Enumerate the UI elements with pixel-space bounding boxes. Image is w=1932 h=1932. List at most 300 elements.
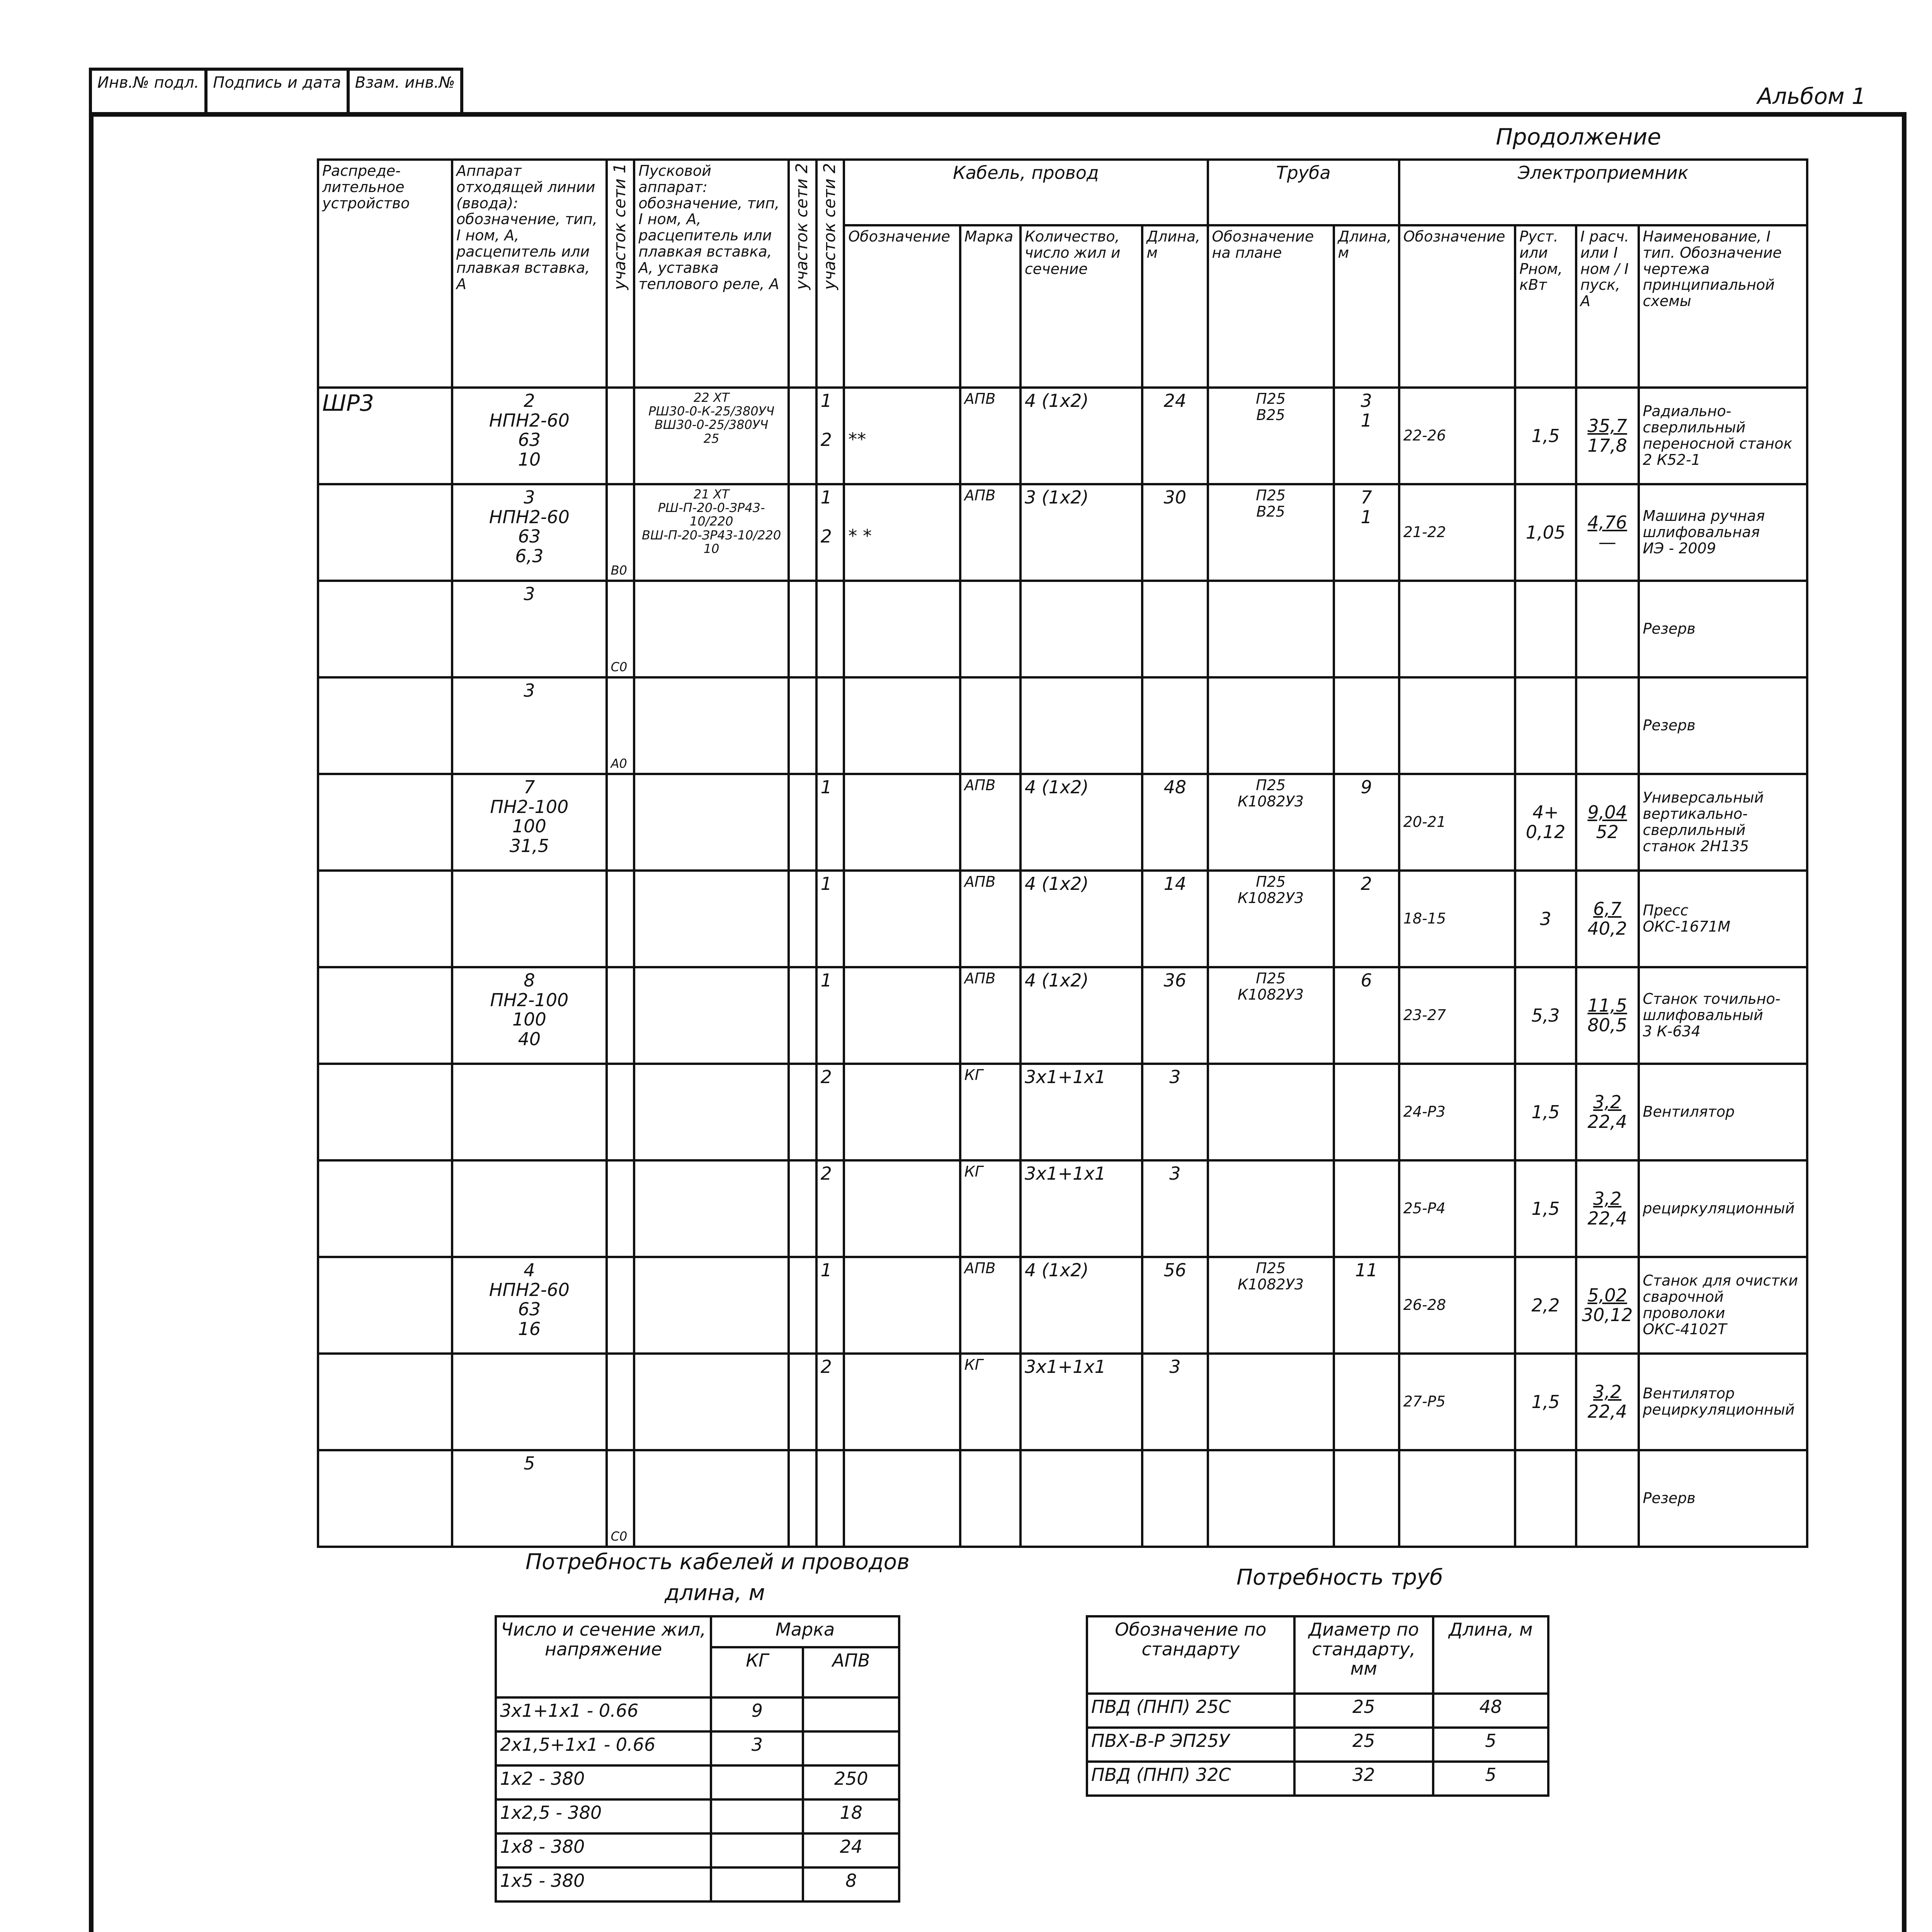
- apparatus-line: НПН2-60: [489, 506, 570, 527]
- table-row: [496, 1731, 899, 1765]
- receiver-name-line: Машина ручная шлифовальная: [1643, 507, 1765, 541]
- cable-apv-cell: [803, 1697, 899, 1731]
- cable-apv-cell: 18: [803, 1799, 899, 1833]
- receiver-current-cell: [1576, 581, 1639, 677]
- current-line: 22,4: [1587, 1208, 1627, 1229]
- pipe-diam-cell: 32: [1294, 1762, 1433, 1796]
- section1-cell: [607, 1354, 634, 1450]
- pipe-desig-line: П25: [1256, 390, 1286, 407]
- cable-count-cell: 3х1+1х1: [1020, 1064, 1142, 1160]
- pipe-diam-cell: 25: [1294, 1694, 1433, 1728]
- apparatus-line: 31,5: [509, 835, 549, 856]
- sub-section-1: 2: [820, 1163, 832, 1184]
- cable-apv-cell: 8: [803, 1867, 899, 1901]
- apparatus-line: 2: [524, 390, 535, 411]
- receiver-desig-cell: 25-Р4: [1399, 1160, 1515, 1257]
- starter-cell: [634, 774, 789, 871]
- device-cell: [318, 1450, 452, 1547]
- stamp-sign-label: Подпись и дата: [207, 71, 349, 115]
- starter-line: ВШ30-0-25/380УЧ: [654, 417, 769, 432]
- sub-section-cell: [816, 388, 844, 484]
- cable-mark-cell: АПВ: [960, 871, 1020, 967]
- current-line: 11,5: [1587, 995, 1627, 1016]
- hdr-recv-power: Руст. или Рном, кВт: [1515, 225, 1576, 388]
- hdr-pipe-len: Длина, м: [1334, 225, 1399, 388]
- sub-section-1: 1: [820, 487, 832, 508]
- apparatus-cell: [452, 1160, 607, 1257]
- apparatus-cell: [452, 967, 607, 1064]
- cable-length-cell: 48: [1142, 774, 1208, 871]
- receiver-power-cell: 1,5: [1515, 1160, 1576, 1257]
- pipe-len-cell: 5: [1433, 1728, 1548, 1762]
- cable-length-cell: [1142, 677, 1208, 774]
- receiver-name-line: Радиально-сверлильный переносной станок: [1643, 403, 1793, 452]
- pipe-desig-cell: [1208, 1354, 1334, 1450]
- cable-length-cell: 24: [1142, 388, 1208, 484]
- section1-cell: [607, 1257, 634, 1354]
- cable-mark-cell: АПВ: [960, 1257, 1020, 1354]
- apparatus-line: 3: [524, 487, 535, 508]
- receiver-name-line: Пресс: [1643, 902, 1689, 919]
- section2-cell: [789, 871, 816, 967]
- apparatus-cell: [452, 1450, 607, 1547]
- receiver-name-cell: [1639, 1064, 1808, 1160]
- cable-length-cell: 3: [1142, 1354, 1208, 1450]
- apparatus-line: 3: [524, 583, 535, 604]
- cable-count-cell: [1020, 677, 1142, 774]
- receiver-current-cell: [1576, 871, 1639, 967]
- receiver-current-cell: [1576, 774, 1639, 871]
- pipe-desig-cell: [1208, 871, 1334, 967]
- receiver-name-cell: [1639, 1450, 1808, 1547]
- apparatus-line: ПН2-100: [490, 796, 569, 817]
- cable-length-cell: 3: [1142, 1160, 1208, 1257]
- receiver-name-line: Станок точильно-шлифовальный: [1643, 990, 1781, 1024]
- receiver-name-line: Вентилятор рециркуляционный: [1643, 1385, 1795, 1418]
- table-row: [1087, 1728, 1548, 1762]
- section2-cell: [789, 967, 816, 1064]
- cable-spec-cell: 1х2 - 380: [496, 1765, 711, 1799]
- section1-cell: [607, 1064, 634, 1160]
- pipe-length-cell: [1334, 484, 1399, 581]
- table-row: [496, 1867, 899, 1901]
- apparatus-cell: [452, 1257, 607, 1354]
- pipe-desig-line: П25: [1256, 970, 1286, 987]
- cable-kg-cell: [711, 1867, 803, 1901]
- pipe-desig-line: К1082У3: [1238, 889, 1304, 906]
- cables-head-apv: АПВ: [803, 1647, 899, 1697]
- receiver-name-cell: [1639, 677, 1808, 774]
- sub-section-cell: [816, 1354, 844, 1450]
- pipe-diam-cell: 25: [1294, 1728, 1433, 1762]
- receiver-name-line: рециркуляционный: [1643, 1200, 1795, 1217]
- current-line: 17,8: [1587, 435, 1627, 456]
- section2-cell: [789, 1064, 816, 1160]
- table-row: [1087, 1762, 1548, 1796]
- cable-desig-cell: [844, 388, 960, 484]
- table-row: [318, 677, 1807, 774]
- sub-section-1: 1: [820, 390, 832, 411]
- pipe-length-line: 1: [1361, 506, 1372, 527]
- apparatus-line: 3: [524, 680, 535, 701]
- pipe-desig-cell: [1208, 967, 1334, 1064]
- sub-section-cell: [816, 1450, 844, 1547]
- starter-line: 10: [703, 541, 719, 556]
- current-line: 52: [1596, 821, 1619, 842]
- current-line: 4,76: [1587, 512, 1627, 533]
- receiver-name-cell: [1639, 581, 1808, 677]
- apparatus-line: 6,3: [515, 545, 544, 566]
- current-line: 40,2: [1587, 918, 1627, 939]
- starter-cell: [634, 581, 789, 677]
- receiver-current-cell: [1576, 388, 1639, 484]
- current-line: 22,4: [1587, 1401, 1627, 1422]
- apparatus-line: НПН2-60: [489, 1279, 570, 1300]
- receiver-power-cell: [1515, 677, 1576, 774]
- device-cell: [318, 1160, 452, 1257]
- cable-desig-cell: [844, 1450, 960, 1547]
- pipes-head-diam: Диаметр по стандарту, мм: [1294, 1616, 1433, 1694]
- pipe-desig-line: В25: [1256, 503, 1285, 520]
- receiver-power-cell: 1,5: [1515, 388, 1576, 484]
- pipes-head-len: Длина, м: [1433, 1616, 1548, 1694]
- cable-mark-cell: АПВ: [960, 388, 1020, 484]
- apparatus-line: 10: [518, 449, 541, 470]
- receiver-desig-cell: [1399, 677, 1515, 774]
- apparatus-line: 63: [518, 526, 541, 547]
- starter-line: 21 ХТ: [693, 487, 730, 502]
- pipe-desig-line: К1082У3: [1238, 793, 1304, 810]
- table-row: [318, 1064, 1807, 1160]
- apparatus-cell: [452, 677, 607, 774]
- starter-cell: [634, 1354, 789, 1450]
- receiver-current-cell: [1576, 967, 1639, 1064]
- receiver-current-cell: [1576, 1450, 1639, 1547]
- cable-length-cell: 56: [1142, 1257, 1208, 1354]
- receiver-desig-cell: 18-15: [1399, 871, 1515, 967]
- section1-cell: С0: [607, 581, 634, 677]
- section1-cell: [607, 1160, 634, 1257]
- apparatus-line: 16: [518, 1318, 541, 1339]
- cable-length-cell: 14: [1142, 871, 1208, 967]
- pipe-desig-line: П25: [1256, 1260, 1286, 1277]
- cable-desig-cell: [844, 1257, 960, 1354]
- sub-section-cell: [816, 1160, 844, 1257]
- pipe-len-cell: 5: [1433, 1762, 1548, 1796]
- table-row: [318, 1450, 1807, 1547]
- table-row: [496, 1833, 899, 1867]
- cable-count-cell: [1020, 581, 1142, 677]
- hdr-section1: участок сети 1: [610, 163, 629, 290]
- apparatus-cell: [452, 1064, 607, 1160]
- receiver-name-line: ОКС-4102Т: [1643, 1320, 1727, 1338]
- cable-count-cell: 3х1+1х1: [1020, 1160, 1142, 1257]
- apparatus-line: 5: [524, 1453, 535, 1474]
- apparatus-line: 4: [524, 1260, 535, 1281]
- sub-section-1: 2: [820, 1066, 832, 1087]
- section2-cell: [789, 774, 816, 871]
- cable-desig-cell: [844, 1064, 960, 1160]
- pipe-std-cell: ПВД (ПНП) 25С: [1087, 1694, 1294, 1728]
- receiver-name-cell: [1639, 484, 1808, 581]
- receiver-desig-cell: [1399, 1450, 1515, 1547]
- apparatus-cell: [452, 581, 607, 677]
- cable-mark-cell: АПВ: [960, 774, 1020, 871]
- pipe-desig-cell: [1208, 388, 1334, 484]
- cable-kg-cell: 3: [711, 1731, 803, 1765]
- pipe-len-cell: 48: [1433, 1694, 1548, 1728]
- hdr-cable-desig: Обозначение: [844, 225, 960, 388]
- current-line: 3,2: [1593, 1381, 1622, 1403]
- current-line: 22,4: [1587, 1111, 1627, 1132]
- cable-mark-cell: КГ: [960, 1354, 1020, 1450]
- hdr-cable: Кабель, провод: [844, 160, 1208, 225]
- archive-stamp: [89, 68, 463, 115]
- starter-cell: [634, 1257, 789, 1354]
- apparatus-cell: [452, 774, 607, 871]
- sub-section-2: 2: [820, 429, 832, 450]
- sub-section-1: 1: [820, 777, 832, 798]
- hdr-recv-current: I расч. или I ном / I пуск, А: [1576, 225, 1639, 388]
- starter-line: 22 ХТ: [693, 390, 730, 405]
- pipe-desig-cell: [1208, 677, 1334, 774]
- cable-desig-cell: [844, 677, 960, 774]
- hdr-cable-mark: Марка: [960, 225, 1020, 388]
- cable-length-cell: [1142, 1450, 1208, 1547]
- sub-section-cell: [816, 484, 844, 581]
- cables-head-kg: КГ: [711, 1647, 803, 1697]
- apparatus-line: 8: [524, 970, 535, 991]
- current-line: 80,5: [1587, 1015, 1627, 1036]
- section2-cell: [789, 1354, 816, 1450]
- cable-length-cell: 3: [1142, 1064, 1208, 1160]
- receiver-name-line: 2 К52-1: [1643, 451, 1701, 468]
- receiver-desig-cell: 22-26: [1399, 388, 1515, 484]
- current-line: 5,02: [1587, 1285, 1627, 1306]
- receiver-desig-cell: 21-22: [1399, 484, 1515, 581]
- cables-title: Потребность кабелей и проводов: [526, 1549, 910, 1575]
- pipe-desig-cell: [1208, 1257, 1334, 1354]
- cable-count-cell: 4 (1х2): [1020, 388, 1142, 484]
- sub-section-cell: [816, 871, 844, 967]
- pipe-desig-cell: [1208, 1450, 1334, 1547]
- table-row: [318, 1160, 1807, 1257]
- receiver-name-line: 3 К-634: [1643, 1022, 1701, 1040]
- cable-kg-cell: [711, 1833, 803, 1867]
- receiver-desig-cell: 26-28: [1399, 1257, 1515, 1354]
- section2-cell: [789, 1257, 816, 1354]
- cable-mark-cell: [960, 1450, 1020, 1547]
- pipe-length-cell: [1334, 1064, 1399, 1160]
- cable-desig-cell: [844, 967, 960, 1064]
- pipe-length-cell: [1334, 581, 1399, 677]
- receiver-name-line: Станок для очистки сварочной проволоки: [1643, 1272, 1798, 1321]
- cable-count-cell: 4 (1х2): [1020, 1257, 1142, 1354]
- cable-count-cell: 4 (1х2): [1020, 967, 1142, 1064]
- pipe-length-cell: [1334, 1257, 1399, 1354]
- receiver-current-cell: [1576, 1160, 1639, 1257]
- cable-kg-cell: 9: [711, 1697, 803, 1731]
- table-row: [496, 1799, 899, 1833]
- cable-count-cell: 3 (1х2): [1020, 484, 1142, 581]
- table-row: [318, 484, 1807, 581]
- receiver-name-cell: [1639, 871, 1808, 967]
- pipe-length-cell: [1334, 1450, 1399, 1547]
- pipe-desig-line: К1082У3: [1238, 986, 1304, 1003]
- table-row: [318, 1257, 1807, 1354]
- section2-cell: [789, 484, 816, 581]
- cable-kg-cell: [711, 1765, 803, 1799]
- current-line: 35,7: [1587, 415, 1627, 437]
- cable-mark-cell: АПВ: [960, 484, 1020, 581]
- sub-section-1: 1: [820, 873, 832, 894]
- receiver-power-cell: 1,5: [1515, 1354, 1576, 1450]
- section2-cell: [789, 1160, 816, 1257]
- receiver-name-line: ИЭ - 2009: [1643, 539, 1716, 557]
- apparatus-line: 100: [512, 816, 546, 837]
- pipe-desig-cell: [1208, 1160, 1334, 1257]
- pipe-desig-line: П25: [1256, 487, 1286, 504]
- apparatus-line: 40: [518, 1028, 541, 1049]
- section2-cell: [789, 677, 816, 774]
- receiver-name-line: ОКС-1671М: [1643, 918, 1731, 935]
- cable-apv-cell: 250: [803, 1765, 899, 1799]
- cable-count-cell: [1020, 1450, 1142, 1547]
- cable-desig-value: * *: [848, 526, 872, 546]
- cables-subtitle: длина, м: [665, 1580, 765, 1605]
- receiver-name-cell: [1639, 388, 1808, 484]
- apparatus-cell: [452, 484, 607, 581]
- current-line: —: [1598, 532, 1616, 553]
- pipe-length-line: 3: [1361, 390, 1372, 411]
- sub-section-1: 2: [820, 1356, 832, 1377]
- cable-mark-cell: КГ: [960, 1160, 1020, 1257]
- pipe-length-line: 9: [1361, 777, 1372, 798]
- sub-section-cell: [816, 1257, 844, 1354]
- pipe-length-cell: [1334, 774, 1399, 871]
- table-row: [318, 774, 1807, 871]
- hdr-section2-b: участок сети 2: [820, 163, 839, 290]
- starter-cell: [634, 1064, 789, 1160]
- starter-line: 25: [703, 431, 719, 446]
- sub-section-cell: [816, 677, 844, 774]
- pipe-desig-line: П25: [1256, 777, 1286, 794]
- cable-length-cell: [1142, 581, 1208, 677]
- pipe-length-cell: [1334, 677, 1399, 774]
- receiver-name-cell: [1639, 1160, 1808, 1257]
- receiver-name-cell: [1639, 967, 1808, 1064]
- device-cell: [318, 484, 452, 581]
- table-row: [318, 388, 1807, 484]
- apparatus-cell: [452, 388, 607, 484]
- receiver-current-cell: [1576, 484, 1639, 581]
- starter-line: ВШ-П-20-ЗР43-10/220: [642, 527, 781, 543]
- receiver-desig-cell: [1399, 581, 1515, 677]
- pipe-desig-cell: [1208, 774, 1334, 871]
- device-cell: [318, 871, 452, 967]
- cable-desig-cell: [844, 871, 960, 967]
- current-line: 3,2: [1593, 1188, 1622, 1209]
- pipes-table: [1086, 1615, 1549, 1797]
- cables-table: [495, 1615, 900, 1903]
- album-label: Альбом 1: [1757, 83, 1866, 109]
- cable-desig-cell: [844, 1354, 960, 1450]
- starter-cell: [634, 967, 789, 1064]
- receiver-current-cell: [1576, 1354, 1639, 1450]
- sub-section-1: 1: [820, 970, 832, 991]
- section1-cell: С0: [607, 1450, 634, 1547]
- receiver-name-cell: [1639, 774, 1808, 871]
- section2-cell: [789, 388, 816, 484]
- table-row: [318, 967, 1807, 1064]
- sub-section-cell: [816, 581, 844, 677]
- device-cell: [318, 967, 452, 1064]
- receiver-desig-cell: 23-27: [1399, 967, 1515, 1064]
- current-line: 9,04: [1587, 802, 1627, 823]
- pipe-std-cell: ПВХ-В-Р ЭП25У: [1087, 1728, 1294, 1762]
- starter-cell: [634, 677, 789, 774]
- hdr-recv-name: Наименование, I тип. Обозначение чертежа принципиальной схемы: [1639, 225, 1808, 388]
- starter-line: РШ30-0-К-25/380УЧ: [648, 404, 775, 419]
- section1-cell: [607, 871, 634, 967]
- device-cell: [318, 581, 452, 677]
- receiver-desig-cell: 20-21: [1399, 774, 1515, 871]
- apparatus-cell: [452, 871, 607, 967]
- table-row: [496, 1697, 899, 1731]
- pipe-length-cell: [1334, 967, 1399, 1064]
- receiver-power-cell: 3: [1515, 871, 1576, 967]
- current-line: 3,2: [1593, 1092, 1622, 1113]
- pipe-length-line: 11: [1355, 1260, 1378, 1281]
- pipe-length-cell: [1334, 1160, 1399, 1257]
- pipe-desig-line: К1082У3: [1238, 1276, 1304, 1293]
- table-row: [496, 1765, 899, 1799]
- cable-length-cell: 36: [1142, 967, 1208, 1064]
- table-row: [318, 581, 1807, 677]
- receiver-desig-cell: 27-Р5: [1399, 1354, 1515, 1450]
- sub-section-cell: [816, 1064, 844, 1160]
- pipe-length-line: 1: [1361, 410, 1372, 431]
- table-row: [1087, 1694, 1548, 1728]
- receiver-name-line: Вентилятор: [1643, 1103, 1735, 1121]
- hdr-cable-len: Длина, м: [1142, 225, 1208, 388]
- starter-cell: [634, 1450, 789, 1547]
- cable-spec-cell: 1х5 - 380: [496, 1867, 711, 1901]
- starter-line: РШ-П-20-0-ЗР43-10/220: [658, 500, 765, 529]
- section1-cell: [607, 774, 634, 871]
- cable-count-cell: 3х1+1х1: [1020, 1354, 1142, 1450]
- pipe-length-cell: [1334, 871, 1399, 967]
- sub-section-cell: [816, 774, 844, 871]
- receiver-power-cell: 1,05: [1515, 484, 1576, 581]
- starter-cell: [634, 484, 789, 581]
- apparatus-line: 7: [524, 777, 535, 798]
- apparatus-line: НПН2-60: [489, 410, 570, 431]
- hdr-starter: Пусковой аппарат: обозначение, тип, I ном, А, расцепитель или плавкая вставка, А, уставка теплового реле, А: [634, 160, 789, 388]
- stamp-inv-label: Инв.№ подл.: [92, 71, 207, 115]
- receiver-name-cell: [1639, 1354, 1808, 1450]
- table-row: [318, 871, 1807, 967]
- cable-spec-cell: 1х8 - 380: [496, 1833, 711, 1867]
- receiver-name-line: Резерв: [1643, 620, 1696, 638]
- cable-desig-cell: [844, 581, 960, 677]
- receiver-desig-cell: 24-Р3: [1399, 1064, 1515, 1160]
- device-cell: [318, 1257, 452, 1354]
- pipe-desig-cell: [1208, 581, 1334, 677]
- receiver-current-cell: [1576, 1064, 1639, 1160]
- pipe-length-line: 7: [1361, 487, 1372, 508]
- cable-mark-cell: АПВ: [960, 967, 1020, 1064]
